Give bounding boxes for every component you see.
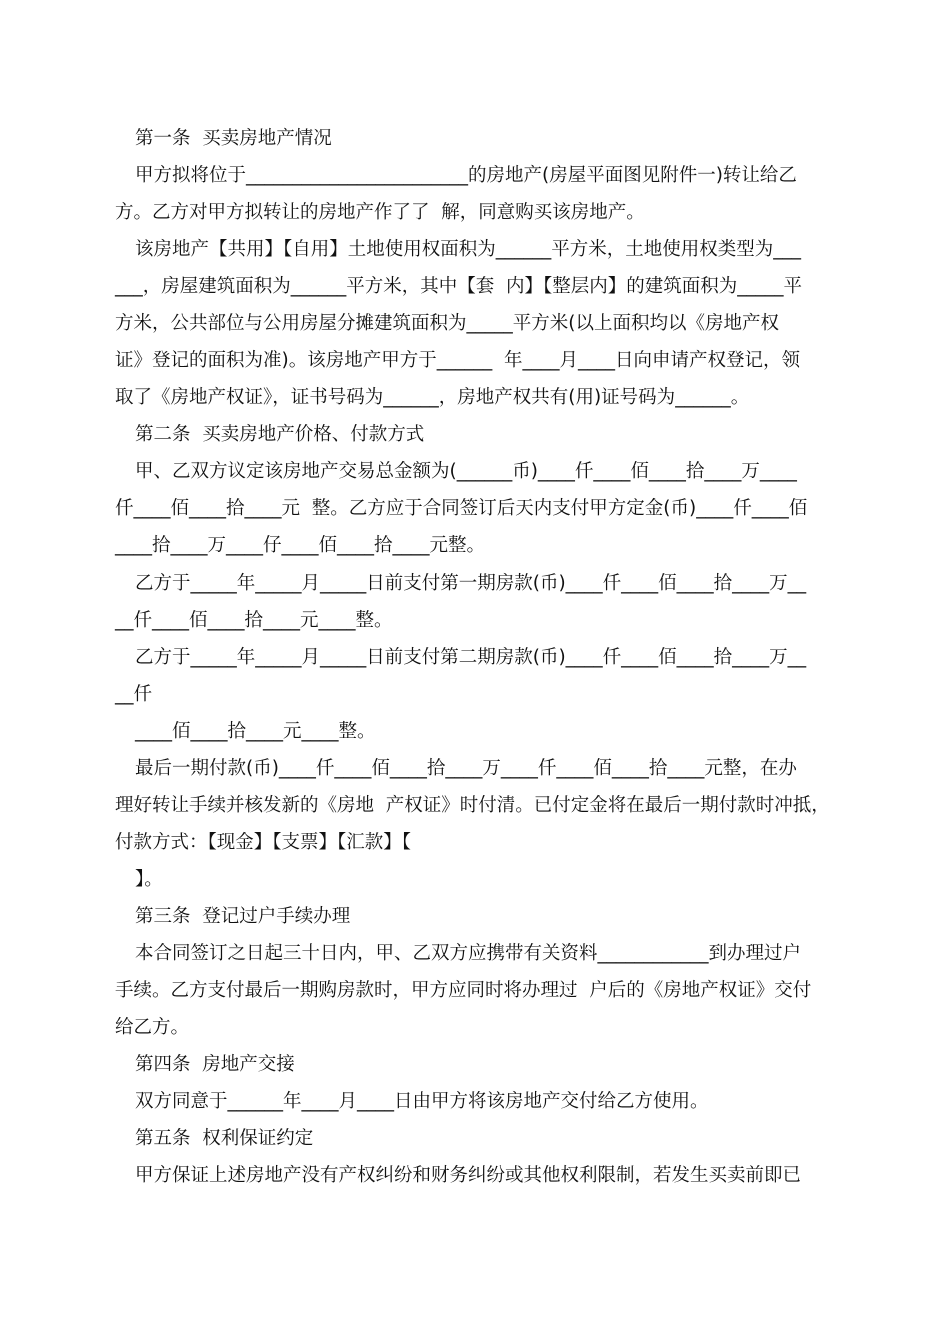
paragraph-line: 该房地产【共用】【自用】土地使用权面积为______平方米，土地使用权类型为___ bbox=[135, 239, 802, 260]
paragraph-line: 取了《房地产权证》，证书号码为______，房地产权共有(用)证号码为______。 bbox=[115, 387, 750, 408]
paragraph-line: 手续。乙方支付最后一期购房款时，甲方应同时将办理过 户后的《房地产权证》交付 bbox=[115, 980, 812, 1001]
paragraph-line: 】。 bbox=[135, 869, 163, 890]
paragraph-line: 乙方于_____年_____月_____日前支付第二期房款(币)____仟____佰____拾____万__ bbox=[135, 647, 807, 668]
paragraph-line: __仟____佰____拾____元____整。 bbox=[115, 610, 393, 631]
paragraph-line: 甲方拟将位于________________________的房地产(房屋平面图见附件一)转让给乙 bbox=[135, 165, 797, 186]
heading-article-1: 第一条 买卖房地产情况 bbox=[135, 128, 332, 149]
paragraph-line: 给乙方。 bbox=[115, 1017, 190, 1038]
paragraph-line: 本合同签订之日起三十日内，甲、乙双方应携带有关资料____________到办理过户 bbox=[135, 943, 802, 964]
paragraph-line: 双方同意于______年____月____日由甲方将该房地产交付给乙方使用。 bbox=[135, 1091, 709, 1112]
paragraph-line: ____佰____拾____元____整。 bbox=[135, 721, 376, 742]
paragraph-line: __仟 bbox=[115, 684, 153, 705]
paragraph-line: ____拾____万____仔____佰____拾____元整。 bbox=[115, 535, 486, 556]
paragraph-line: 理好转让手续并核发新的《房地 产权证》时付清。已付定金将在最后一期付款时冲抵， bbox=[115, 795, 830, 816]
paragraph-line: 甲、乙双方议定该房地产交易总金额为(______币)____仟____佰____拾____万____ bbox=[135, 461, 797, 482]
paragraph-line: 乙方于_____年_____月_____日前支付第一期房款(币)____仟____佰____拾____万__ bbox=[135, 573, 807, 594]
heading-article-4: 第四条 房地产交接 bbox=[135, 1054, 295, 1075]
paragraph-line: 方米，公共部位与公用房屋分摊建筑面积为_____平方米(以上面积均以《房地产权 bbox=[115, 313, 779, 334]
paragraph-line: ___，房屋建筑面积为______平方米，其中【套 内】【整层内】的建筑面积为_____平 bbox=[115, 276, 803, 297]
heading-article-3: 第三条 登记过户手续办理 bbox=[135, 906, 351, 927]
paragraph-line: 方。乙方对甲方拟转让的房地产作了了 解，同意购买该房地产。 bbox=[115, 202, 645, 223]
paragraph-line: 最后一期付款(币)____仟____佰____拾____万____仟____佰____拾____元整，在办 bbox=[135, 758, 797, 779]
paragraph-line: 仟____佰____拾____元 整。乙方应于合同签订后天内支付甲方定金(币)____仟____佰 bbox=[115, 498, 808, 519]
paragraph-line: 甲方保证上述房地产没有产权纠纷和财务纠纷或其他权利限制，若发生买卖前即已 bbox=[135, 1165, 802, 1186]
heading-article-5: 第五条 权利保证约定 bbox=[135, 1128, 314, 1149]
paragraph-line: 付款方式：【现金】【支票】【汇款】【 bbox=[115, 832, 412, 853]
heading-article-2: 第二条 买卖房地产价格、付款方式 bbox=[135, 424, 425, 445]
paragraph-line: 证》登记的面积为准)。该房地产甲方于______ 年____月____日向申请产权登记，领 bbox=[115, 350, 800, 371]
